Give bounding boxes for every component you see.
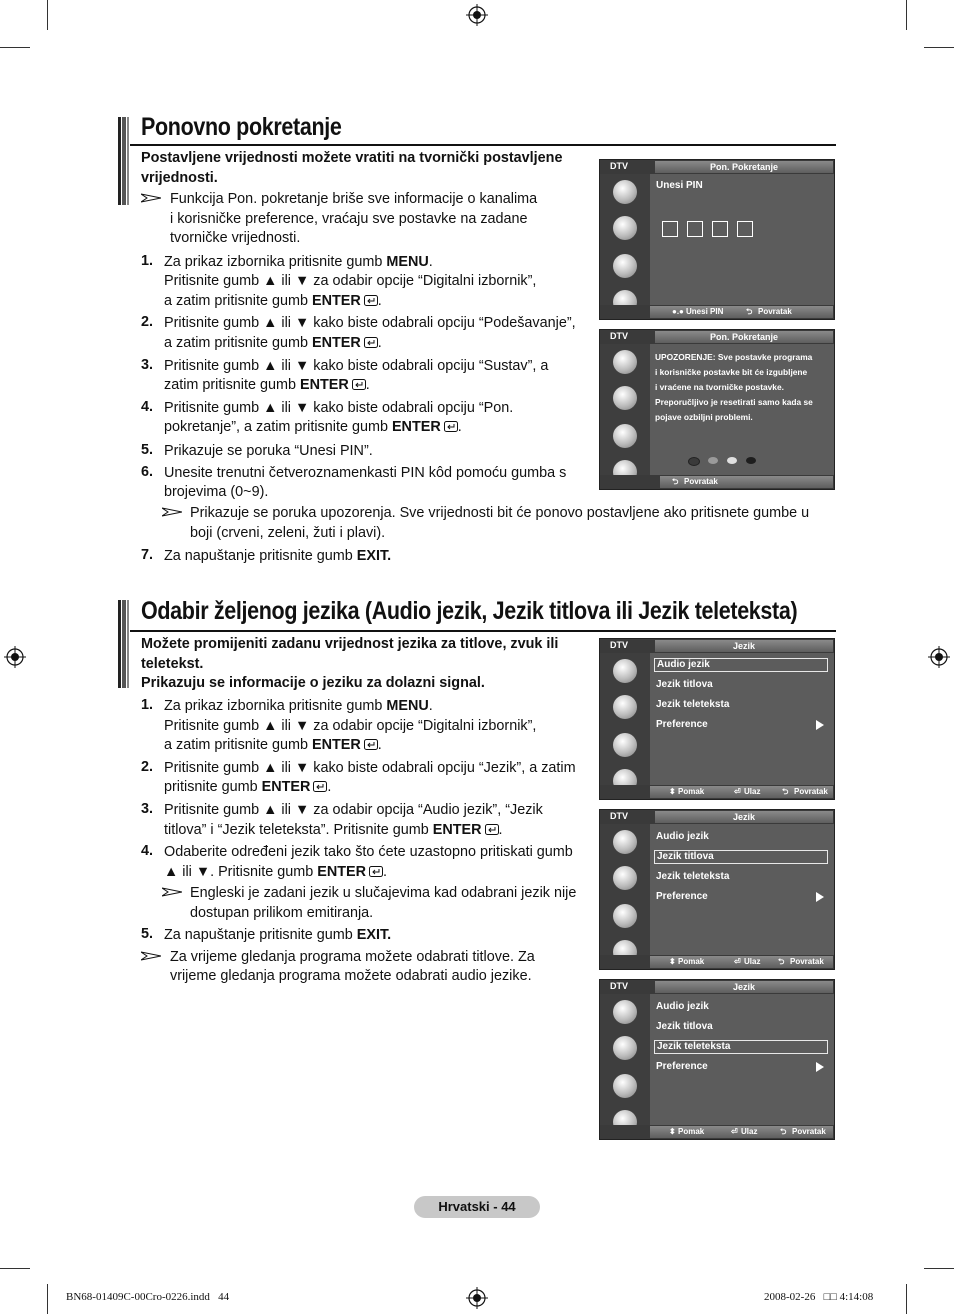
osd-footer-back: Povratak — [794, 787, 828, 796]
gear-icon — [613, 733, 637, 757]
pin-digit-box[interactable] — [687, 221, 703, 237]
step-text: Pritisnite gumb ▲ ili ▼ za odabir opcija “Audio jezik”, “Jezik — [164, 802, 543, 818]
step-number: 6. — [141, 464, 154, 480]
crop-mark — [47, 1284, 48, 1314]
osd-language-screen — [599, 809, 835, 970]
pin-digit-box[interactable] — [712, 221, 728, 237]
step-number: 1. — [141, 253, 154, 269]
osd-sidebar — [600, 824, 650, 955]
osd-item-preference[interactable]: Preference — [654, 1060, 828, 1074]
osd-warning-screen — [599, 329, 835, 490]
step-text: a zatim pritisnite gumb ENTER . — [164, 293, 382, 309]
step-text: pritisnite gumb ENTER . — [164, 779, 332, 795]
step-text: Za prikaz izbornika pritisnite gumb MENU. — [164, 698, 433, 714]
note-line: Engleski je zadani jezik u slučajevima kad odabrani jezik nije — [190, 885, 577, 901]
step-text: a zatim pritisnite gumb ENTER . — [164, 737, 382, 753]
registration-mark-icon — [928, 646, 950, 668]
osd-footer-back: Povratak — [758, 307, 792, 316]
section-intro: Možete promijeniti zadanu vrijednost jezika za titlove, zvuk ili — [141, 636, 559, 652]
enter-icon — [364, 337, 378, 348]
note-arrow-icon — [162, 507, 182, 517]
enter-icon — [369, 866, 383, 877]
osd-sidebar — [600, 174, 650, 305]
osd-item-teletext-language[interactable]: Jezik teleteksta — [656, 871, 730, 882]
osd-dtv-label: DTV — [610, 640, 628, 650]
note-line: tvorničke vrijednosti. — [170, 230, 301, 246]
speaker-icon — [613, 1036, 637, 1060]
step-text: Pritisnite gumb ▲ ili ▼ kako biste odabrali opciju “Sustav”, a — [164, 358, 549, 374]
osd-title: Jezik — [655, 981, 833, 993]
osd-title: Jezik — [655, 640, 833, 652]
osd-sidebar — [600, 994, 650, 1125]
step-text: pokretanje”, a zatim pritisnite gumb ENTER . — [164, 419, 462, 435]
return-icon: ⮌ — [780, 1127, 787, 1136]
speaker-icon — [613, 386, 637, 410]
osd-footer-enter: Ulaz — [744, 957, 761, 966]
step-text: a zatim pritisnite gumb ENTER . — [164, 335, 382, 351]
osd-footer-back: Povratak — [684, 477, 718, 486]
step-text: Pritisnite gumb ▲ ili ▼ kako biste odabrali opciju “Jezik”, a zatim — [164, 760, 576, 776]
step-text: Unesite trenutni četveroznamenkasti PIN kôd pomoću gumba s — [164, 465, 567, 481]
osd-item-teletext-language[interactable]: Jezik teleteksta — [656, 699, 730, 710]
antenna-icon — [613, 830, 637, 854]
crop-mark — [0, 1268, 30, 1269]
osd-item-audio-language[interactable]: Audio jezik — [654, 658, 828, 672]
enter-icon — [444, 421, 458, 432]
return-icon: ⮌ — [778, 957, 785, 966]
section-title: Odabir željenog jezika (Audio jezik, Jezik titlova ili Jezik teleteksta) — [141, 597, 798, 625]
file-slug: BN68-01409C-00Cro-0226.indd 44 — [66, 1291, 230, 1303]
crop-mark — [0, 47, 30, 48]
registration-mark-icon — [466, 4, 488, 26]
note-line: boji (crveni, zeleni, žuti i plavi). — [190, 525, 386, 541]
step-text: zatim pritisnite gumb ENTER . — [164, 377, 370, 393]
antenna-icon — [613, 180, 637, 204]
step-number: 1. — [141, 697, 154, 713]
osd-item-subtitle-language[interactable]: Jezik titlova — [656, 1021, 713, 1032]
osd-footer-enter: Ulaz — [741, 1127, 758, 1136]
step-text: Pritisnite gumb ▲ ili ▼ kako biste odabrali opciju “Podešavanje”, — [164, 315, 576, 331]
note-line: Funkcija Pon. pokretanje briše sve informacije o kanalima — [170, 191, 538, 207]
osd-footer-back: Povratak — [790, 957, 824, 966]
step-text: Odaberite određeni jezik tako što ćete uzastopno pritiskati gumb — [164, 844, 573, 860]
osd-title: Pon. Pokretanje — [655, 161, 833, 173]
updown-icon: ⬍ — [669, 1127, 676, 1136]
step-text: ▲ ili ▼. Pritisnite gumb ENTER . — [164, 864, 388, 880]
antenna-icon — [613, 659, 637, 683]
speaker-icon — [613, 695, 637, 719]
gear-icon — [613, 424, 637, 448]
speaker-icon — [613, 866, 637, 890]
section-bar — [118, 600, 129, 688]
step-number: 5. — [141, 926, 154, 942]
osd-language-screen — [599, 638, 835, 800]
osd-item-teletext-language[interactable]: Jezik teleteksta — [654, 1040, 828, 1054]
osd-item-subtitle-language[interactable]: Jezik titlova — [654, 850, 828, 864]
section-bar — [118, 117, 129, 205]
note-line: Prikazuje se poruka upozorenja. Sve vrijednosti bit će ponovo postavljene ako pritisnete gumbe u — [190, 505, 810, 521]
color-button-dot — [708, 457, 718, 464]
osd-dtv-label: DTV — [610, 331, 628, 341]
dots-icon: ●.● — [672, 307, 684, 316]
step-text: Pritisnite gumb ▲ ili ▼ za odabir opcije “Digitalni izbornik”, — [164, 273, 537, 289]
crop-mark — [924, 1268, 954, 1269]
step-text: titlova” i “Jezik teleteksta”. Pritisnite gumb ENTER . — [164, 822, 503, 838]
osd-footer-pin: Unesi PIN — [686, 307, 724, 316]
osd-title: Jezik — [655, 811, 833, 823]
updown-icon: ⬍ — [669, 957, 676, 966]
step-number: 4. — [141, 843, 154, 859]
gear-icon — [613, 1074, 637, 1098]
color-button-dot — [727, 457, 737, 464]
color-button-dot — [746, 457, 756, 464]
step-text: Za napuštanje pritisnite gumb EXIT. — [164, 548, 392, 564]
pin-digit-box[interactable] — [737, 221, 753, 237]
step-text: Za napuštanje pritisnite gumb EXIT. — [164, 927, 392, 943]
step-number: 7. — [141, 547, 154, 563]
step-number: 4. — [141, 399, 154, 415]
note-arrow-icon — [141, 951, 161, 961]
osd-item-audio-language[interactable]: Audio jezik — [656, 831, 709, 842]
section-rule — [130, 630, 836, 632]
note-line: dostupan prilikom emitiranja. — [190, 905, 374, 921]
osd-dtv-label: DTV — [610, 811, 628, 821]
note-arrow-icon — [162, 887, 182, 897]
section-rule — [130, 144, 836, 146]
section-title: Ponovno pokretanje — [141, 113, 342, 141]
crop-mark — [924, 47, 954, 48]
crop-mark — [906, 1284, 907, 1314]
osd-footer-move: Pomak — [678, 787, 705, 796]
step-number: 3. — [141, 357, 154, 373]
osd-item-preference[interactable]: Preference — [654, 718, 828, 732]
osd-item-audio-language[interactable]: Audio jezik — [656, 1001, 709, 1012]
osd-warning-text: UPOZORENJE: Sve postavke programa i korisničke postavke bit će izgubljene i vraćene na tvorničke postavke. Preporučljivo je resetirati samo kada se pojave ozbiljni problemi. — [655, 352, 813, 422]
step-text: Za prikaz izbornika pritisnite gumb MENU. — [164, 254, 433, 270]
section-intro: teletekst. — [141, 656, 204, 672]
osd-footer-back: Povratak — [792, 1127, 826, 1136]
note-line: Za vrijeme gledanja programa možete odabrati titlove. Za — [170, 949, 535, 965]
step-text: brojevima (0~9). — [164, 484, 269, 500]
speaker-icon — [613, 216, 637, 240]
registration-mark-icon — [466, 1287, 488, 1309]
chevron-right-icon — [816, 1062, 824, 1072]
osd-sidebar — [600, 344, 650, 475]
osd-footer-enter: Ulaz — [744, 787, 761, 796]
antenna-icon — [613, 350, 637, 374]
osd-language-screen — [599, 979, 835, 1140]
step-number: 3. — [141, 801, 154, 817]
note-line: vrijeme gledanja programa možete odabrati audio jezike. — [170, 968, 532, 984]
return-icon: ⮌ — [672, 477, 679, 486]
enter-icon — [352, 379, 366, 390]
antenna-icon — [613, 1000, 637, 1024]
updown-icon: ⬍ — [669, 787, 676, 796]
enter-icon: ⏎ — [734, 787, 741, 796]
date-slug: 2008-02-26 □□ 4:14:08 — [764, 1291, 874, 1303]
enter-icon: ⏎ — [731, 1127, 738, 1136]
step-number: 5. — [141, 442, 154, 458]
osd-footer-move: Pomak — [678, 957, 705, 966]
step-text: Pritisnite gumb ▲ ili ▼ kako biste odabrali opciju “Pon. — [164, 400, 514, 416]
step-text: Prikazuje se poruka “Unesi PIN”. — [164, 443, 373, 459]
section-intro: Prikazuju se informacije o jeziku za dolazni signal. — [141, 675, 485, 691]
chevron-right-icon — [816, 892, 824, 902]
osd-dtv-label: DTV — [610, 981, 628, 991]
osd-pin-screen — [599, 159, 835, 320]
color-button-dot — [688, 457, 700, 466]
gear-icon — [613, 254, 637, 278]
note-arrow-icon — [141, 193, 161, 203]
enter-icon — [364, 739, 378, 750]
osd-pin-label: Unesi PIN — [656, 180, 703, 191]
step-text: Pritisnite gumb ▲ ili ▼ za odabir opcije “Digitalni izbornik”, — [164, 718, 537, 734]
step-number: 2. — [141, 314, 154, 330]
osd-item-preference[interactable]: Preference — [654, 890, 828, 904]
crop-mark — [906, 0, 907, 30]
return-icon: ⮌ — [746, 307, 753, 316]
gear-icon — [613, 904, 637, 928]
osd-footer-move: Pomak — [678, 1127, 705, 1136]
enter-icon — [485, 824, 499, 835]
note-line: i korisničke preference, vraćaju sve postavke na zadane — [170, 211, 528, 227]
osd-title: Pon. Pokretanje — [655, 331, 833, 343]
enter-icon — [364, 295, 378, 306]
page-number: Hrvatski - 44 — [414, 1196, 540, 1218]
return-icon: ⮌ — [782, 787, 789, 796]
osd-sidebar — [600, 653, 650, 785]
crop-mark — [47, 0, 48, 30]
step-number: 2. — [141, 759, 154, 775]
enter-icon: ⏎ — [734, 957, 741, 966]
osd-item-subtitle-language[interactable]: Jezik titlova — [656, 679, 713, 690]
chevron-right-icon — [816, 720, 824, 730]
registration-mark-icon — [4, 646, 26, 668]
pin-digit-box[interactable] — [662, 221, 678, 237]
section-intro: Postavljene vrijednosti možete vratiti na tvornički postavljene vrijednosti. — [141, 150, 563, 186]
enter-icon — [313, 781, 327, 792]
osd-dtv-label: DTV — [610, 161, 628, 171]
